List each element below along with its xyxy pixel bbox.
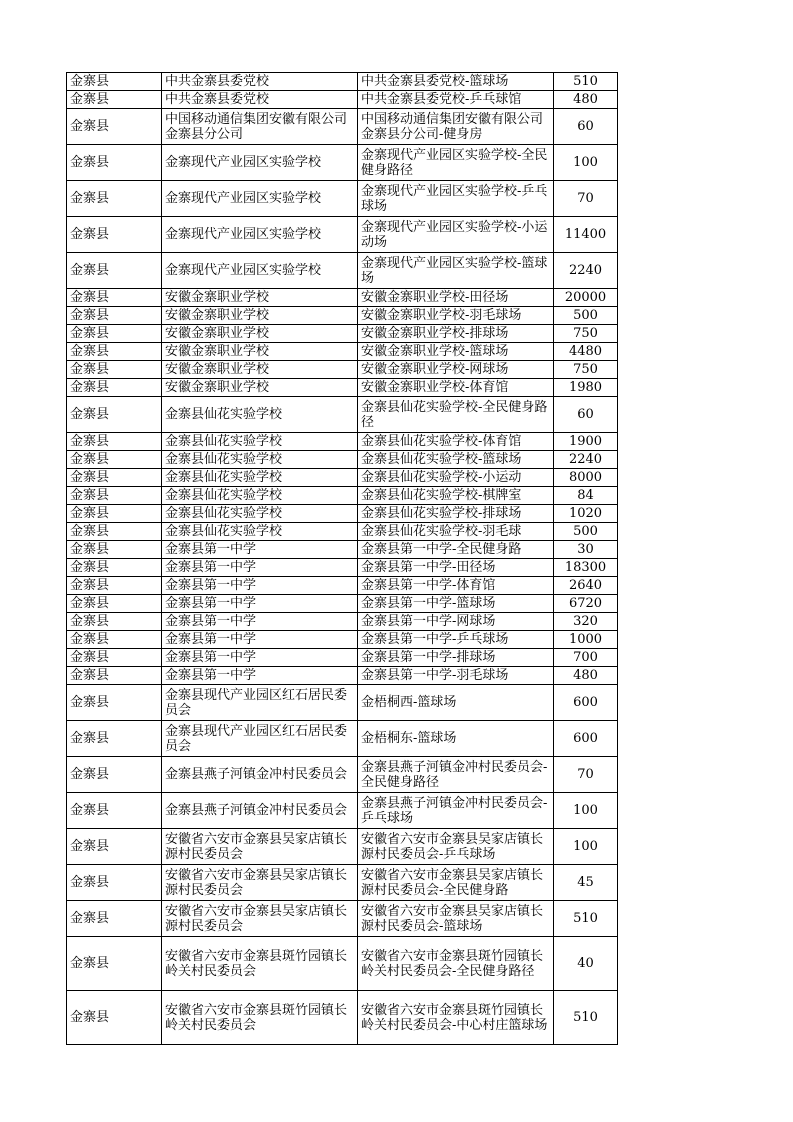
venue-cell: 安徽金寨职业学校-网球场: [358, 361, 554, 379]
table-row: [67, 487, 618, 505]
unit-cell: 金寨县仙花实验学校: [162, 451, 358, 469]
unit-cell: 安徽金寨职业学校: [162, 343, 358, 361]
venue-cell: 金寨县燕子河镇金冲村民委员会-全民健身路径: [358, 757, 554, 793]
county-cell: 金寨县: [67, 757, 162, 793]
table-row: [67, 937, 618, 991]
area-cell: 4480: [554, 343, 618, 361]
venue-cell: 安徽金寨职业学校-排球场: [358, 325, 554, 343]
table-row: [67, 397, 618, 433]
venue-cell: 金寨县第一中学-排球场: [358, 649, 554, 667]
area-cell: 70: [554, 757, 618, 793]
area-cell: 1900: [554, 433, 618, 451]
unit-cell: 金寨现代产业园区实验学校: [162, 253, 358, 289]
county-cell: 金寨县: [67, 937, 162, 991]
county-cell: 金寨县: [67, 379, 162, 397]
table-row: [67, 721, 618, 757]
area-cell: 45: [554, 865, 618, 901]
unit-cell: 金寨县第一中学: [162, 613, 358, 631]
table-row: [67, 505, 618, 523]
county-cell: 金寨县: [67, 307, 162, 325]
county-cell: 金寨县: [67, 577, 162, 595]
unit-cell: 金寨县燕子河镇金冲村民委员会: [162, 757, 358, 793]
unit-cell: 金寨县现代产业园区红石居民委员会: [162, 721, 358, 757]
unit-cell: 安徽金寨职业学校: [162, 289, 358, 307]
unit-cell: 金寨县第一中学: [162, 577, 358, 595]
unit-cell: 安徽省六安市金寨县斑竹园镇长岭关村民委员会: [162, 991, 358, 1045]
county-cell: 金寨县: [67, 865, 162, 901]
unit-cell: 金寨现代产业园区实验学校: [162, 181, 358, 217]
unit-cell: 金寨县第一中学: [162, 667, 358, 685]
area-cell: 480: [554, 667, 618, 685]
venue-cell: 金寨县第一中学-田径场: [358, 559, 554, 577]
venue-cell: 安徽省六安市金寨县吴家店镇长源村民委员会-篮球场: [358, 901, 554, 937]
county-cell: 金寨县: [67, 397, 162, 433]
unit-cell: 安徽金寨职业学校: [162, 361, 358, 379]
table-body: [67, 73, 618, 1045]
unit-cell: 金寨县现代产业园区红石居民委员会: [162, 685, 358, 721]
table-row: [67, 145, 618, 181]
county-cell: 金寨县: [67, 541, 162, 559]
county-cell: 金寨县: [67, 505, 162, 523]
table-row: [67, 667, 618, 685]
area-cell: 8000: [554, 469, 618, 487]
unit-cell: 金寨县第一中学: [162, 541, 358, 559]
county-cell: 金寨县: [67, 253, 162, 289]
county-cell: 金寨县: [67, 595, 162, 613]
table-row: [67, 631, 618, 649]
county-cell: 金寨县: [67, 325, 162, 343]
county-cell: 金寨县: [67, 559, 162, 577]
venue-cell: 金寨县第一中学-乒乓球场: [358, 631, 554, 649]
county-cell: 金寨县: [67, 343, 162, 361]
venue-cell: 安徽金寨职业学校-田径场: [358, 289, 554, 307]
unit-cell: 安徽省六安市金寨县吴家店镇长源村民委员会: [162, 829, 358, 865]
county-cell: 金寨县: [67, 289, 162, 307]
county-cell: 金寨县: [67, 181, 162, 217]
venue-cell: 安徽省六安市金寨县斑竹园镇长岭关村民委员会-全民健身路径: [358, 937, 554, 991]
table-row: [67, 577, 618, 595]
table-row: [67, 559, 618, 577]
unit-cell: 金寨县仙花实验学校: [162, 397, 358, 433]
venue-cell: 金寨现代产业园区实验学校-全民健身路径: [358, 145, 554, 181]
area-cell: 750: [554, 325, 618, 343]
area-cell: 600: [554, 721, 618, 757]
county-cell: 金寨县: [67, 829, 162, 865]
unit-cell: 金寨县仙花实验学校: [162, 523, 358, 541]
county-cell: 金寨县: [67, 469, 162, 487]
unit-cell: 安徽省六安市金寨县斑竹园镇长岭关村民委员会: [162, 937, 358, 991]
area-cell: 11400: [554, 217, 618, 253]
county-cell: 金寨县: [67, 451, 162, 469]
unit-cell: 金寨现代产业园区实验学校: [162, 145, 358, 181]
venue-cell: 安徽金寨职业学校-篮球场: [358, 343, 554, 361]
area-cell: 60: [554, 109, 618, 145]
unit-cell: 金寨现代产业园区实验学校: [162, 217, 358, 253]
venue-cell: 安徽省六安市金寨县斑竹园镇长岭关村民委员会-中心村庄篮球场: [358, 991, 554, 1045]
table-row: [67, 613, 618, 631]
venue-cell: 安徽金寨职业学校-体育馆: [358, 379, 554, 397]
table-row: [67, 685, 618, 721]
area-cell: 2240: [554, 253, 618, 289]
area-cell: 18300: [554, 559, 618, 577]
table-row: [67, 325, 618, 343]
venue-cell: 金寨县仙花实验学校-羽毛球: [358, 523, 554, 541]
area-cell: 510: [554, 73, 618, 91]
area-cell: 700: [554, 649, 618, 667]
venue-cell: 金寨现代产业园区实验学校-乒乓球场: [358, 181, 554, 217]
area-cell: 1000: [554, 631, 618, 649]
area-cell: 40: [554, 937, 618, 991]
county-cell: 金寨县: [67, 523, 162, 541]
area-cell: 510: [554, 901, 618, 937]
unit-cell: 安徽省六安市金寨县吴家店镇长源村民委员会: [162, 901, 358, 937]
county-cell: 金寨县: [67, 217, 162, 253]
county-cell: 金寨县: [67, 685, 162, 721]
table-row: [67, 451, 618, 469]
table-row: [67, 991, 618, 1045]
county-cell: 金寨县: [67, 793, 162, 829]
venue-cell: 安徽省六安市金寨县吴家店镇长源村民委员会-全民健身路: [358, 865, 554, 901]
venue-cell: 金寨县仙花实验学校-棋牌室: [358, 487, 554, 505]
table-row: [67, 541, 618, 559]
area-cell: 2240: [554, 451, 618, 469]
county-cell: 金寨县: [67, 433, 162, 451]
unit-cell: 中国移动通信集团安徽有限公司金寨县分公司: [162, 109, 358, 145]
unit-cell: 金寨县仙花实验学校: [162, 433, 358, 451]
county-cell: 金寨县: [67, 109, 162, 145]
area-cell: 480: [554, 91, 618, 109]
unit-cell: 金寨县第一中学: [162, 559, 358, 577]
area-cell: 20000: [554, 289, 618, 307]
venue-cell: 金寨县第一中学-篮球场: [358, 595, 554, 613]
venue-cell: 金寨县第一中学-网球场: [358, 613, 554, 631]
table-row: [67, 649, 618, 667]
venue-cell: 金梧桐东-篮球场: [358, 721, 554, 757]
unit-cell: 安徽金寨职业学校: [162, 325, 358, 343]
table-row: [67, 829, 618, 865]
area-cell: 510: [554, 991, 618, 1045]
venue-cell: 安徽省六安市金寨县吴家店镇长源村民委员会-乒乓球场: [358, 829, 554, 865]
county-cell: 金寨县: [67, 991, 162, 1045]
table-row: [67, 73, 618, 91]
table-row: [67, 379, 618, 397]
area-cell: 600: [554, 685, 618, 721]
county-cell: 金寨县: [67, 667, 162, 685]
venue-cell: 金寨现代产业园区实验学校-小运动场: [358, 217, 554, 253]
unit-cell: 金寨县第一中学: [162, 595, 358, 613]
table-row: [67, 595, 618, 613]
venue-cell: 金寨县第一中学-体育馆: [358, 577, 554, 595]
venue-cell: 金寨县仙花实验学校-篮球场: [358, 451, 554, 469]
table-row: [67, 217, 618, 253]
table-row: [67, 757, 618, 793]
venue-cell: 金寨现代产业园区实验学校-篮球场: [358, 253, 554, 289]
unit-cell: 安徽省六安市金寨县吴家店镇长源村民委员会: [162, 865, 358, 901]
table-row: [67, 181, 618, 217]
area-cell: 6720: [554, 595, 618, 613]
table-row: [67, 361, 618, 379]
venue-table: [66, 72, 618, 1045]
unit-cell: 金寨县第一中学: [162, 631, 358, 649]
table-row: [67, 523, 618, 541]
table-row: [67, 343, 618, 361]
area-cell: 70: [554, 181, 618, 217]
venue-cell: 中共金寨县委党校-乒乓球馆: [358, 91, 554, 109]
area-cell: 100: [554, 793, 618, 829]
table-row: [67, 469, 618, 487]
area-cell: 2640: [554, 577, 618, 595]
county-cell: 金寨县: [67, 721, 162, 757]
unit-cell: 金寨县第一中学: [162, 649, 358, 667]
table-row: [67, 109, 618, 145]
table-row: [67, 253, 618, 289]
table-row: [67, 793, 618, 829]
venue-cell: 金寨县仙花实验学校-体育馆: [358, 433, 554, 451]
table-row: [67, 289, 618, 307]
county-cell: 金寨县: [67, 487, 162, 505]
area-cell: 500: [554, 307, 618, 325]
venue-cell: 中国移动通信集团安徽有限公司金寨县分公司-健身房: [358, 109, 554, 145]
venue-cell: 金寨县仙花实验学校-排球场: [358, 505, 554, 523]
unit-cell: 金寨县仙花实验学校: [162, 505, 358, 523]
unit-cell: 安徽金寨职业学校: [162, 307, 358, 325]
table-row: [67, 901, 618, 937]
unit-cell: 金寨县燕子河镇金冲村民委员会: [162, 793, 358, 829]
area-cell: 320: [554, 613, 618, 631]
venue-cell: 金梧桐西-篮球场: [358, 685, 554, 721]
venue-cell: 金寨县第一中学-全民健身路: [358, 541, 554, 559]
unit-cell: 中共金寨县委党校: [162, 91, 358, 109]
county-cell: 金寨县: [67, 631, 162, 649]
venue-cell: 金寨县仙花实验学校-全民健身路径: [358, 397, 554, 433]
area-cell: 100: [554, 145, 618, 181]
county-cell: 金寨县: [67, 901, 162, 937]
table-row: [67, 865, 618, 901]
county-cell: 金寨县: [67, 649, 162, 667]
area-cell: 1980: [554, 379, 618, 397]
venue-cell: 金寨县仙花实验学校-小运动: [358, 469, 554, 487]
county-cell: 金寨县: [67, 145, 162, 181]
table-row: [67, 307, 618, 325]
area-cell: 60: [554, 397, 618, 433]
unit-cell: 金寨县仙花实验学校: [162, 469, 358, 487]
county-cell: 金寨县: [67, 91, 162, 109]
area-cell: 750: [554, 361, 618, 379]
table-row: [67, 91, 618, 109]
venue-cell: 安徽金寨职业学校-羽毛球场: [358, 307, 554, 325]
county-cell: 金寨县: [67, 73, 162, 91]
county-cell: 金寨县: [67, 361, 162, 379]
area-cell: 1020: [554, 505, 618, 523]
unit-cell: 中共金寨县委党校: [162, 73, 358, 91]
area-cell: 30: [554, 541, 618, 559]
area-cell: 500: [554, 523, 618, 541]
venue-cell: 金寨县第一中学-羽毛球场: [358, 667, 554, 685]
unit-cell: 金寨县仙花实验学校: [162, 487, 358, 505]
unit-cell: 安徽金寨职业学校: [162, 379, 358, 397]
table-row: [67, 433, 618, 451]
area-cell: 84: [554, 487, 618, 505]
venue-cell: 中共金寨县委党校-篮球场: [358, 73, 554, 91]
area-cell: 100: [554, 829, 618, 865]
venue-cell: 金寨县燕子河镇金冲村民委员会-乒乓球场: [358, 793, 554, 829]
county-cell: 金寨县: [67, 613, 162, 631]
